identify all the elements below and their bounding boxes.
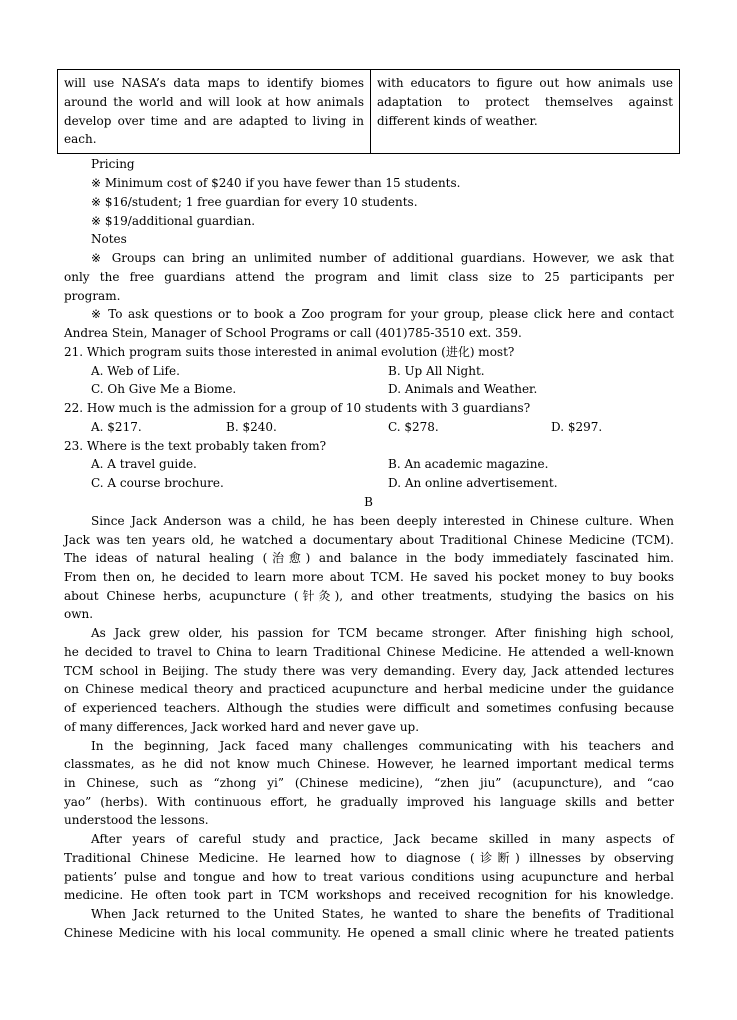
passage-line: on Chinese medical theory and practiced acupuncture and herbal medicine under the guidance [64,682,674,696]
passage-line: in Chinese, such as “zhong yi” (Chinese medicine), “zhen jiu” (acupuncture), and “cao [64,776,674,790]
answer-option: C. Oh Give Me a Biome. [91,382,237,396]
answer-option: B. Up All Night. [388,364,485,378]
passage-line: patients’ pulse and tongue and how to treat various conditions using acupuncture and herbal [64,870,674,884]
answer-option: D. An online advertisement. [388,476,558,490]
table-row [58,70,680,154]
passage-line: Chinese Medicine with his local community. He opened a small clinic where he treated patients [64,926,674,940]
passage-line: Since Jack Anderson was a child, he has been deeply interested in Chinese culture. When [91,514,674,528]
passage-line: As Jack grew older, his passion for TCM became stronger. After finishing high school, [91,626,674,640]
passage-line: of experienced teachers. Although the studies were difficult and sometimes confusing because [64,701,674,715]
answer-option: B. An academic magazine. [388,457,549,471]
passage-line: In the beginning, Jack faced many challenges communicating with his teachers and [91,739,674,753]
answer-option: A. A travel guide. [91,457,197,471]
answer-option: D. $297. [551,420,603,434]
table-cell-right: with educators to figure out how animals use adaptation to protect themselves against different kinds of weather. [371,70,680,154]
pricing-item: ※ $16/student; 1 free guardian for every 10 students. [91,195,418,209]
passage-line: The ideas of natural healing (治愈) and balance in the body immediately fascinated him. [64,551,674,565]
table-cell-left: will use NASA’s data maps to identify biomes around the world and will look at how animals develop over time and are adapted to living in each. [58,70,371,154]
pricing-item: ※ Minimum cost of $240 if you have fewer than 15 students. [91,176,461,190]
passage-line: After years of careful study and practice, Jack became skilled in many aspects of [91,832,674,846]
notes-line: ※ To ask questions or to book a Zoo program for your group, please click here and contact [91,307,674,321]
passage-line: he decided to travel to China to learn Traditional Chinese Medicine. He attended a well-known [64,645,674,659]
notes-heading: Notes [91,232,127,246]
question-stem: 21. Which program suits those interested in animal evolution (进化) most? [64,345,515,359]
passage-line: classmates, as he did not know much Chinese. However, he learned important medical terms [64,757,674,771]
answer-option: A. $217. [91,420,142,434]
passage-line: Jack was ten years old, he watched a documentary about Traditional Chinese Medicine (TCM). [64,533,674,547]
program-table [57,69,680,154]
answer-option: D. Animals and Weather. [388,382,538,396]
passage-line: When Jack returned to the United States, he wanted to share the benefits of Traditional [91,907,674,921]
answer-option: A. Web of Life. [91,364,180,378]
passage-line: Traditional Chinese Medicine. He learned how to diagnose (诊断) illnesses by observing [64,851,674,865]
pricing-item: ※ $19/additional guardian. [91,214,256,228]
answer-option: C. $278. [388,420,439,434]
notes-line: ※ Groups can bring an unlimited number of additional guardians. However, we ask that [91,251,674,265]
passage-line: of many differences, Jack worked hard and never gave up. [64,720,420,734]
passage-line: medicine. He often took part in TCM workshops and received recognition for his knowledge. [64,888,674,902]
answer-option: C. A course brochure. [91,476,224,490]
notes-line: program. [64,289,121,303]
question-stem: 23. Where is the text probably taken from? [64,439,327,453]
passage-line: about Chinese herbs, acupuncture (针灸), and other treatments, studying the basics on his [64,589,674,603]
pricing-heading: Pricing [91,157,135,171]
passage-line: From then on, he decided to learn more about TCM. He saved his pocket money to buy books [64,570,674,584]
notes-line: only the free guardians attend the program and limit class size to 25 participants per [64,270,674,284]
notes-line: Andrea Stein, Manager of School Programs or call (401)785-3510 ext. 359. [64,326,522,340]
passage-line: TCM school in Beijing. The study there was very demanding. Every day, Jack attended lectures [64,664,674,678]
passage-line: yao” (herbs). With continuous effort, he gradually improved his language skills and better [64,795,674,809]
passage-line: understood the lessons. [64,813,209,827]
question-stem: 22. How much is the admission for a group of 10 students with 3 guardians? [64,401,531,415]
passage-line: own. [64,607,94,621]
section-label: B [364,495,373,509]
answer-option: B. $240. [226,420,277,434]
